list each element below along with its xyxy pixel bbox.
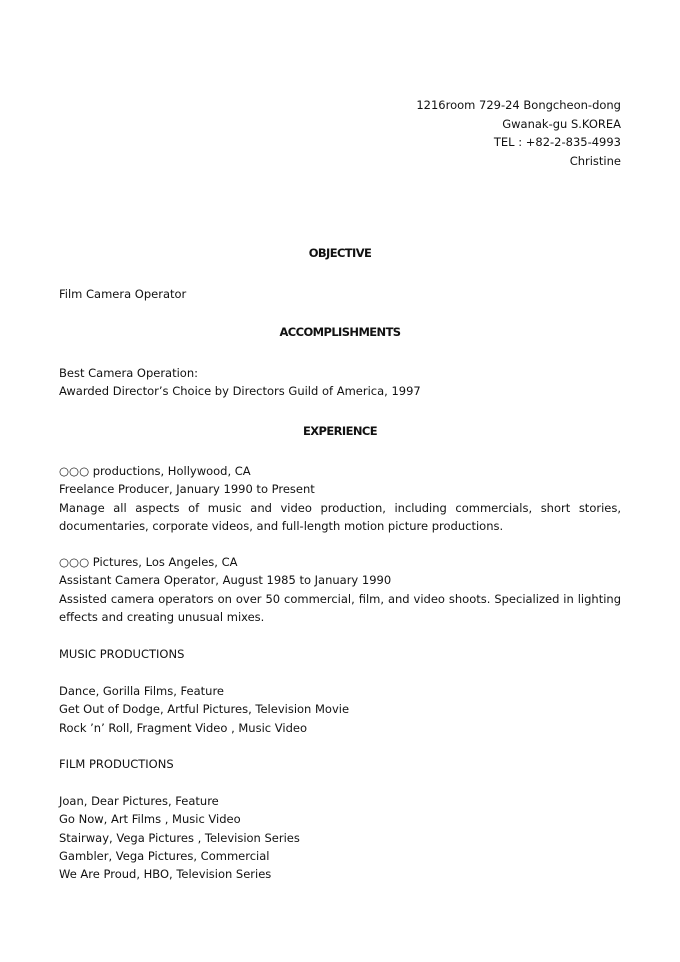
job-title: Assistant Camera Operator, August 1985 to January 1990 <box>59 573 392 588</box>
address-name: Christine <box>569 153 621 168</box>
address-telephone: TEL : +82-2-835-4993 <box>493 135 621 149</box>
job-company: ○○○ Pictures, Los Angeles, CA <box>59 555 238 569</box>
list-item: Joan, Dear Pictures, Feature <box>59 794 219 808</box>
objective-heading: OBJECTIVE <box>308 246 372 260</box>
film-productions-heading-block <box>59 755 621 773</box>
job-company: ○○○ productions, Hollywood, CA <box>59 464 251 478</box>
list-item: Get Out of Dodge, Artful Pictures, Television Movie <box>59 702 350 717</box>
address-city-country: Gwanak-gu S.KOREA <box>502 116 621 131</box>
list-item: Rock ’n’ Roll, Fragment Video , Music Video <box>59 720 307 735</box>
music-productions-list <box>59 682 621 737</box>
contact-address-block <box>416 96 621 170</box>
film-productions-list <box>59 792 621 883</box>
film-productions-heading: FILM PRODUCTIONS <box>59 757 174 771</box>
accomplishment-detail: Awarded Director’s Choice by Directors Guild of America, 1997 <box>59 384 421 399</box>
job-title: Freelance Producer, January 1990 to Present <box>59 482 315 497</box>
accomplishments-heading: ACCOMPLISHMENTS <box>279 325 401 339</box>
experience-heading: EXPERIENCE <box>303 424 377 438</box>
accomplishment-title: Best Camera Operation: <box>59 366 199 380</box>
list-item: Go Now, Art Films , Music Video <box>59 812 241 827</box>
job-description: Manage all aspects of music and video production, including commercials, short stories, documentaries, corporate videos, and full-length motion picture productions. <box>59 500 621 533</box>
music-productions-heading-block <box>59 645 621 663</box>
list-item: Stairway, Vega Pictures , Television Series <box>59 830 300 845</box>
objective-section <box>59 285 621 303</box>
music-productions-heading: MUSIC PRODUCTIONS <box>59 647 185 661</box>
experience-job-1 <box>59 462 621 535</box>
accomplishments-section <box>59 364 621 401</box>
list-item: We Are Proud, HBO, Television Series <box>59 867 272 882</box>
list-item: Gambler, Vega Pictures, Commercial <box>59 848 270 863</box>
objective-text: Film Camera Operator <box>59 287 187 301</box>
job-description: Assisted camera operators on over 50 commercial, film, and video shoots. Specialized in lighting effects and creating unusual mixes. <box>59 591 621 624</box>
list-item: Dance, Gorilla Films, Feature <box>59 684 224 698</box>
experience-job-2 <box>59 553 621 626</box>
address-street: 1216room 729-24 Bongcheon-dong <box>416 98 621 112</box>
